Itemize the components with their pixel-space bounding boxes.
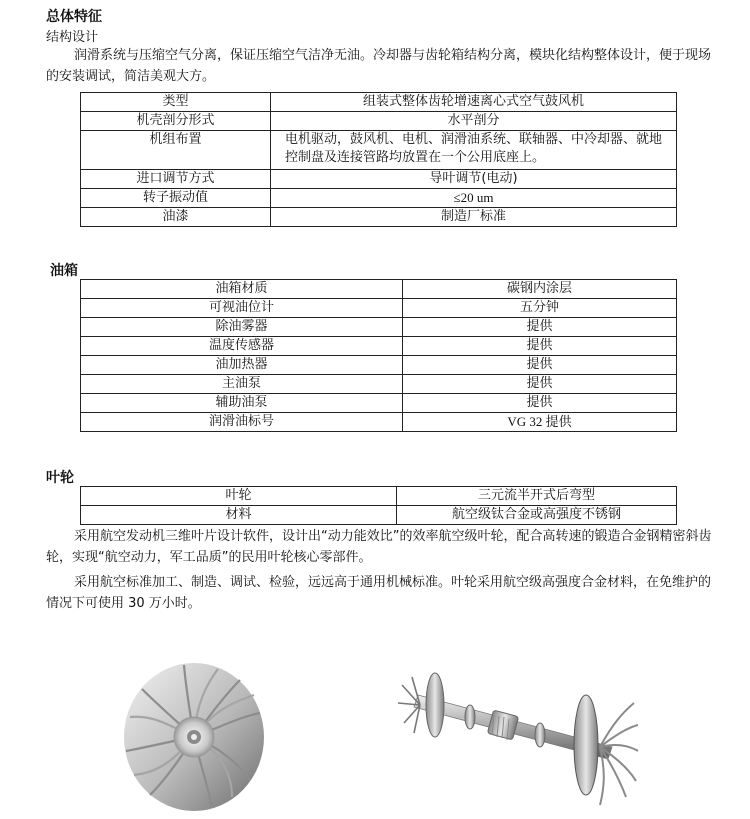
row-label: 油漆 — [81, 208, 271, 227]
table-row — [81, 189, 677, 208]
table-row — [81, 375, 677, 394]
row-value: 提供 — [403, 394, 677, 413]
row-label: 除油雾器 — [81, 318, 403, 337]
impeller-image — [120, 655, 270, 815]
table-row — [81, 112, 677, 131]
table-row — [81, 131, 677, 170]
table-row — [81, 356, 677, 375]
row-value: 提供 — [403, 337, 677, 356]
table-row — [81, 487, 677, 506]
impeller-table — [80, 486, 677, 525]
table-row — [81, 170, 677, 189]
row-label: 油箱材质 — [81, 280, 403, 299]
row-value: 航空级钛合金或高强度不锈钢 — [397, 506, 677, 525]
row-label: 主油泵 — [81, 375, 403, 394]
row-label: 可视油位计 — [81, 299, 403, 318]
table-row — [81, 208, 677, 227]
table-row — [81, 318, 677, 337]
section-title-general: 总体特征 — [46, 9, 102, 25]
table-row — [81, 506, 677, 525]
table-row — [81, 299, 677, 318]
rotor-image — [390, 655, 640, 810]
structure-paragraph: 润滑系统与压缩空气分离，保证压缩空气洁净无油。冷却器与齿轮箱结构分离，模块化结构整体设计，便于现场的安装调试，简洁美观大方。 — [46, 48, 712, 84]
row-label: 类型 — [81, 93, 271, 112]
row-label: 机壳剖分形式 — [81, 112, 271, 131]
row-value: 电机驱动，鼓风机、电机、润滑油系统、联轴器、中冷却器、就地控制盘及连接管路均放置在一个公用底座上。 — [271, 131, 677, 170]
row-label: 机组布置 — [81, 131, 271, 170]
section-title-oil-tank: 油箱 — [50, 263, 78, 279]
row-value: VG 32 提供 — [403, 413, 677, 432]
row-value: 提供 — [403, 356, 677, 375]
row-label: 进口调节方式 — [81, 170, 271, 189]
row-value: ≤20 um — [271, 189, 677, 208]
general-features-table — [80, 92, 677, 227]
row-label: 叶轮 — [81, 487, 397, 506]
table-row — [81, 413, 677, 432]
row-label: 辅助油泵 — [81, 394, 403, 413]
row-value: 碳钢内涂层 — [403, 280, 677, 299]
row-label: 温度传感器 — [81, 337, 403, 356]
row-value: 导叶调节(电动) — [271, 170, 677, 189]
row-label: 转子振动值 — [81, 189, 271, 208]
impeller-paragraph-1: 采用航空发动机三维叶片设计软件，设计出“动力能效比”的效率航空级叶轮，配合高转速的锻造合金钢精密斜齿轮，实现“航空动力，军工品质”的民用叶轮核心零部件。 — [46, 529, 712, 565]
table-row — [81, 93, 677, 112]
row-value: 提供 — [403, 318, 677, 337]
row-label: 材料 — [81, 506, 397, 525]
table-row — [81, 394, 677, 413]
section-title-impeller: 叶轮 — [46, 470, 74, 486]
table-row — [81, 337, 677, 356]
row-label: 油加热器 — [81, 356, 403, 375]
row-value: 五分钟 — [403, 299, 677, 318]
row-value: 制造厂标准 — [271, 208, 677, 227]
table-row — [81, 280, 677, 299]
row-value: 提供 — [403, 375, 677, 394]
row-label: 润滑油标号 — [81, 413, 403, 432]
oil-tank-table — [80, 279, 677, 432]
row-value: 水平剖分 — [271, 112, 677, 131]
section-subtitle-structure: 结构设计 — [46, 30, 99, 45]
impeller-paragraph-2: 采用航空标准加工、制造、调试、检验，远远高于通用机械标准。叶轮采用航空级高强度合金材料，在免维护的情况下可使用 30 万小时。 — [46, 575, 712, 611]
row-value: 组装式整体齿轮增速离心式空气鼓风机 — [271, 93, 677, 112]
row-value: 三元流半开式后弯型 — [397, 487, 677, 506]
